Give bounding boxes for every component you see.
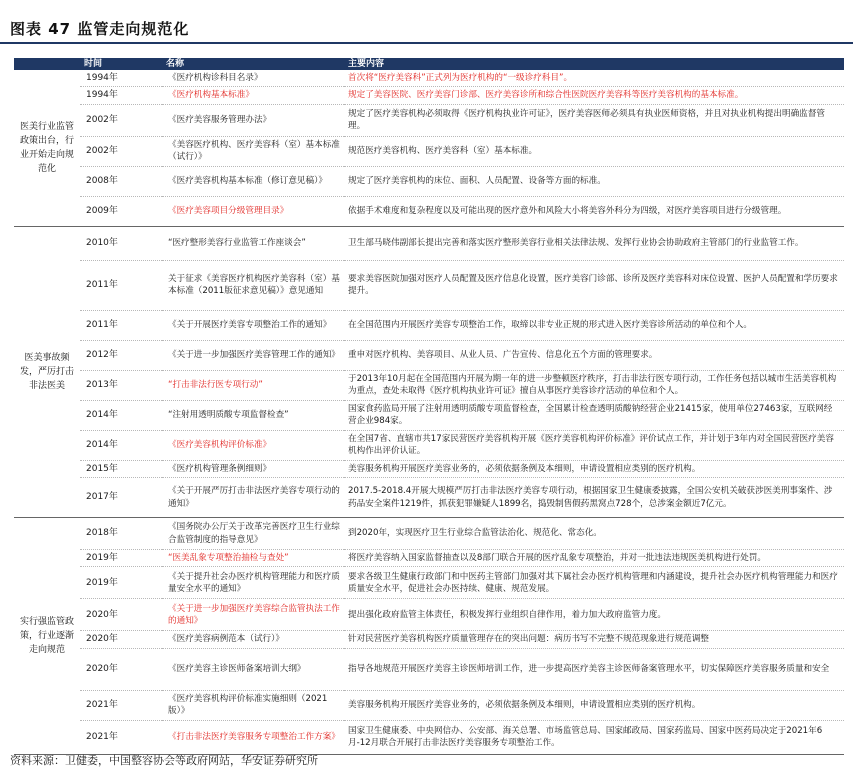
policy-name-cell: 《医疗美容项目分级管理目录》 [162,196,344,226]
policy-content-cell: 国家卫生健康委、中央网信办、公安部、海关总署、市场监管总局、国家邮政局、国家药监局、国家中医药局决定于2021年6月-12月联合开展打击非法医疗美容服务专项整治工作。 [344,720,844,754]
table-row [14,648,844,690]
table-row [14,310,844,340]
policy-content-cell: 要求各级卫生健康行政部门和中医药主管部门加强对其下属社会办医疗机构管理和内涵建设，提升社会办医疗机构管理能力和医疗质量安全水平，促进社会办医持续、健康、规范发展。 [344,567,844,599]
year-cell: 2018年 [80,518,162,550]
table-row [14,631,844,648]
table-row [14,720,844,754]
table-row [14,87,844,104]
year-cell: 2011年 [80,310,162,340]
policy-name-cell: 《医疗机构管理条例细则》 [162,460,344,477]
table-row [14,196,844,226]
category-cell: 实行强监管政策，行业逐渐走向规范 [14,518,80,755]
year-cell: 2019年 [80,550,162,567]
header-category [14,58,80,70]
table-row [14,460,844,477]
policy-content-cell: 在全国范围内开展医疗美容专项整治工作，取缔以非专业正规的形式进入医疗美容诊所活动的单位和个人。 [344,310,844,340]
policy-content-cell: 2017.5-2018.4开展大规模严厉打击非法医疗美容专项行动，根据国家卫生健康委披露，全国公安机关破获涉医美刑事案件、涉药品安全案件1219件，抓获犯罪嫌疑人1899名，捣毁制售假药黑窝点728个，总涉案金额近7亿元。 [344,478,844,518]
policy-content-cell: 规定了美容医院、医疗美容门诊部、医疗美容诊所和综合性医院医疗美容科等医疗美容机构的基本标准。 [344,87,844,104]
table-row [14,478,844,518]
table-row [14,226,844,260]
policy-name-cell: 《关于开展严厉打击非法医疗美容专项行动的通知》 [162,478,344,518]
year-cell: 2020年 [80,631,162,648]
policy-name-cell: 《美容医疗机构、医疗美容科（室）基本标准（试行）》 [162,136,344,166]
policy-content-cell: 要求美容医院加强对医疗人员配置及医疗信息化设置，医疗美容门诊部、诊所及医疗美容科对床位设置、医护人员配置和学历要求提升。 [344,260,844,310]
table-row [14,70,844,87]
policy-content-cell: 在全国7省、直辖市共17家民营医疗美容机构开展《医疗美容机构评价标准》评价试点工作，并计划于3年内对全国民营医疗美容机构作出评价认证。 [344,430,844,460]
policy-name-cell: 《国务院办公厅关于改革完善医疗卫生行业综合监管制度的指导意见》 [162,518,344,550]
policy-content-cell: 重申对医疗机构、美容项目、从业人员、广告宣传、信息化五个方面的管理要求。 [344,340,844,370]
policy-name-cell: 《关于进一步加强医疗美容管理工作的通知》 [162,340,344,370]
policy-name-cell: 《关于进一步加强医疗美容综合监管执法工作的通知》 [162,599,344,631]
figure-title: 图表 47 监管走向规范化 [10,20,190,38]
table-row [14,550,844,567]
source-note: 资料来源：卫健委，中国整容协会等政府网站，华安证券研究所 [10,754,318,767]
year-cell: 2021年 [80,690,162,720]
table-row [14,518,844,550]
category-cell: 医美行业监管政策出台，行业开始走向规范化 [14,70,80,226]
policy-name-cell: 《打击非法医疗美容服务专项整治工作方案》 [162,720,344,754]
table-row [14,599,844,631]
year-cell: 2002年 [80,136,162,166]
table-row [14,136,844,166]
year-cell: 2020年 [80,648,162,690]
policy-name-cell: 《医疗美容机构评价标准》 [162,430,344,460]
policy-content-cell: 首次将“医疗美容科”正式列为医疗机构的“一级诊疗科目”。 [344,70,844,87]
year-cell: 2009年 [80,196,162,226]
table-row [14,340,844,370]
header-name: 名称 [166,59,185,69]
year-cell: 2011年 [80,260,162,310]
policy-content-cell: 美容服务机构开展医疗美容业务的，必须依据条例及本细则，申请设置相应类别的医疗机构。 [344,690,844,720]
year-cell: 2010年 [80,226,162,260]
table-row [14,104,844,136]
table-row [14,166,844,196]
table-row [14,690,844,720]
policy-name-cell: 《医疗美容机构基本标准（修订意见稿）》 [162,166,344,196]
policy-content-cell: 针对民营医疗美容机构医疗质量管理存在的突出问题：病历书写不完整不规范现象进行规范调整 [344,631,844,648]
year-cell: 2020年 [80,599,162,631]
policy-content-cell: 国家食药监局开展了注射用透明质酸专项监督检查，全国累计检查透明质酸钠经营企业21415家，使用单位27463家，互联网经营企业984家。 [344,400,844,430]
policy-name-cell: 《医疗美容病例范本（试行）》 [162,631,344,648]
policy-content-cell: 卫生部马晓伟副部长提出完善和落实医疗整形美容行业相关法律法规、发挥行业协会协助政府主管部门的行业监管工作。 [344,226,844,260]
policy-content-cell: 指导各地规范开展医疗美容主诊医师培训工作，进一步提高医疗美容主诊医师备案管理水平，切实保障医疗美容服务质量和安全 [344,648,844,690]
policy-name-cell: “医疗整形美容行业监管工作座谈会” [162,226,344,260]
table-row [14,567,844,599]
policy-content-cell: 规范医疗美容机构、医疗美容科（室）基本标准。 [344,136,844,166]
policy-content-cell: 依据手术难度和复杂程度以及可能出现的医疗意外和风险大小将美容外科分为四级，对医疗美容项目进行分级管理。 [344,196,844,226]
header-content: 主要内容 [348,59,385,69]
policy-content-cell: 将医疗美容纳入国家监督抽查以及8部门联合开展的医疗乱象专项整治，并对一批违法违规医美机构进行处罚。 [344,550,844,567]
policy-content-cell: 规定了医疗美容机构的床位、面积、人员配置、设备等方面的标准。 [344,166,844,196]
year-cell: 2021年 [80,720,162,754]
year-cell: 2008年 [80,166,162,196]
policy-content-cell: 提出强化政府监管主体责任，积极发挥行业组织自律作用，着力加大政府监管力度。 [344,599,844,631]
policy-name-cell: 《医疗机构基本标准》 [162,87,344,104]
figure-title-bar [0,0,853,44]
table-row [14,400,844,430]
policy-name-cell: 《关于开展医疗美容专项整治工作的通知》 [162,310,344,340]
policy-name-cell: “打击非法行医专项行动” [162,370,344,400]
year-cell: 2019年 [80,567,162,599]
policy-content-cell: 于2013年10月起在全国范围内开展为期一年的进一步整顿医疗秩序，打击非法行医专项行动，工作任务包括以城市生活美容机构为重点，查处未取得《医疗机构执业许可证》擅自从事医疗美容诊疗活动的单位和个人。 [344,370,844,400]
table-header-row [14,58,844,70]
year-cell: 2014年 [80,430,162,460]
year-cell: 1994年 [80,87,162,104]
category-cell: 医美事故频发，严厉打击非法医美 [14,226,80,517]
year-cell: 2012年 [80,340,162,370]
policy-name-cell: “医美乱象专项整治抽检与查处” [162,550,344,567]
policy-name-cell: “注射用透明质酸专项监督检查” [162,400,344,430]
year-cell: 2017年 [80,478,162,518]
policy-content-cell: 规定了医疗美容机构必须取得《医疗机构执业许可证》，医疗美容医师必须具有执业医师资格，并且对执业机构提出明确监督管理。 [344,104,844,136]
policy-content-cell: 美容服务机构开展医疗美容业务的，必须依据条例及本细则，申请设置相应类别的医疗机构。 [344,460,844,477]
regulation-timeline-table [14,58,844,755]
policy-name-cell: 《关于提升社会办医疗机构管理能力和医疗质量安全水平的通知》 [162,567,344,599]
year-cell: 2002年 [80,104,162,136]
policy-name-cell: 《医疗美容机构评价标准实施细则（2021版）》 [162,690,344,720]
table-body [14,70,844,754]
year-cell: 1994年 [80,70,162,87]
policy-name-cell: 《医疗美容服务管理办法》 [162,104,344,136]
table-row [14,370,844,400]
policy-content-cell: 到2020年，实现医疗卫生行业综合监管法治化、规范化、常态化。 [344,518,844,550]
policy-name-cell: 《医疗机构诊科目名录》 [162,70,344,87]
header-time: 时间 [84,59,103,69]
policy-name-cell: 关于征求《美容医疗机构医疗美容科（室）基本标准（2011版征求意见稿）》意见通知 [162,260,344,310]
year-cell: 2015年 [80,460,162,477]
table-row [14,260,844,310]
year-cell: 2013年 [80,370,162,400]
policy-name-cell: 《医疗美容主诊医师备案培训大纲》 [162,648,344,690]
table-row [14,430,844,460]
year-cell: 2014年 [80,400,162,430]
